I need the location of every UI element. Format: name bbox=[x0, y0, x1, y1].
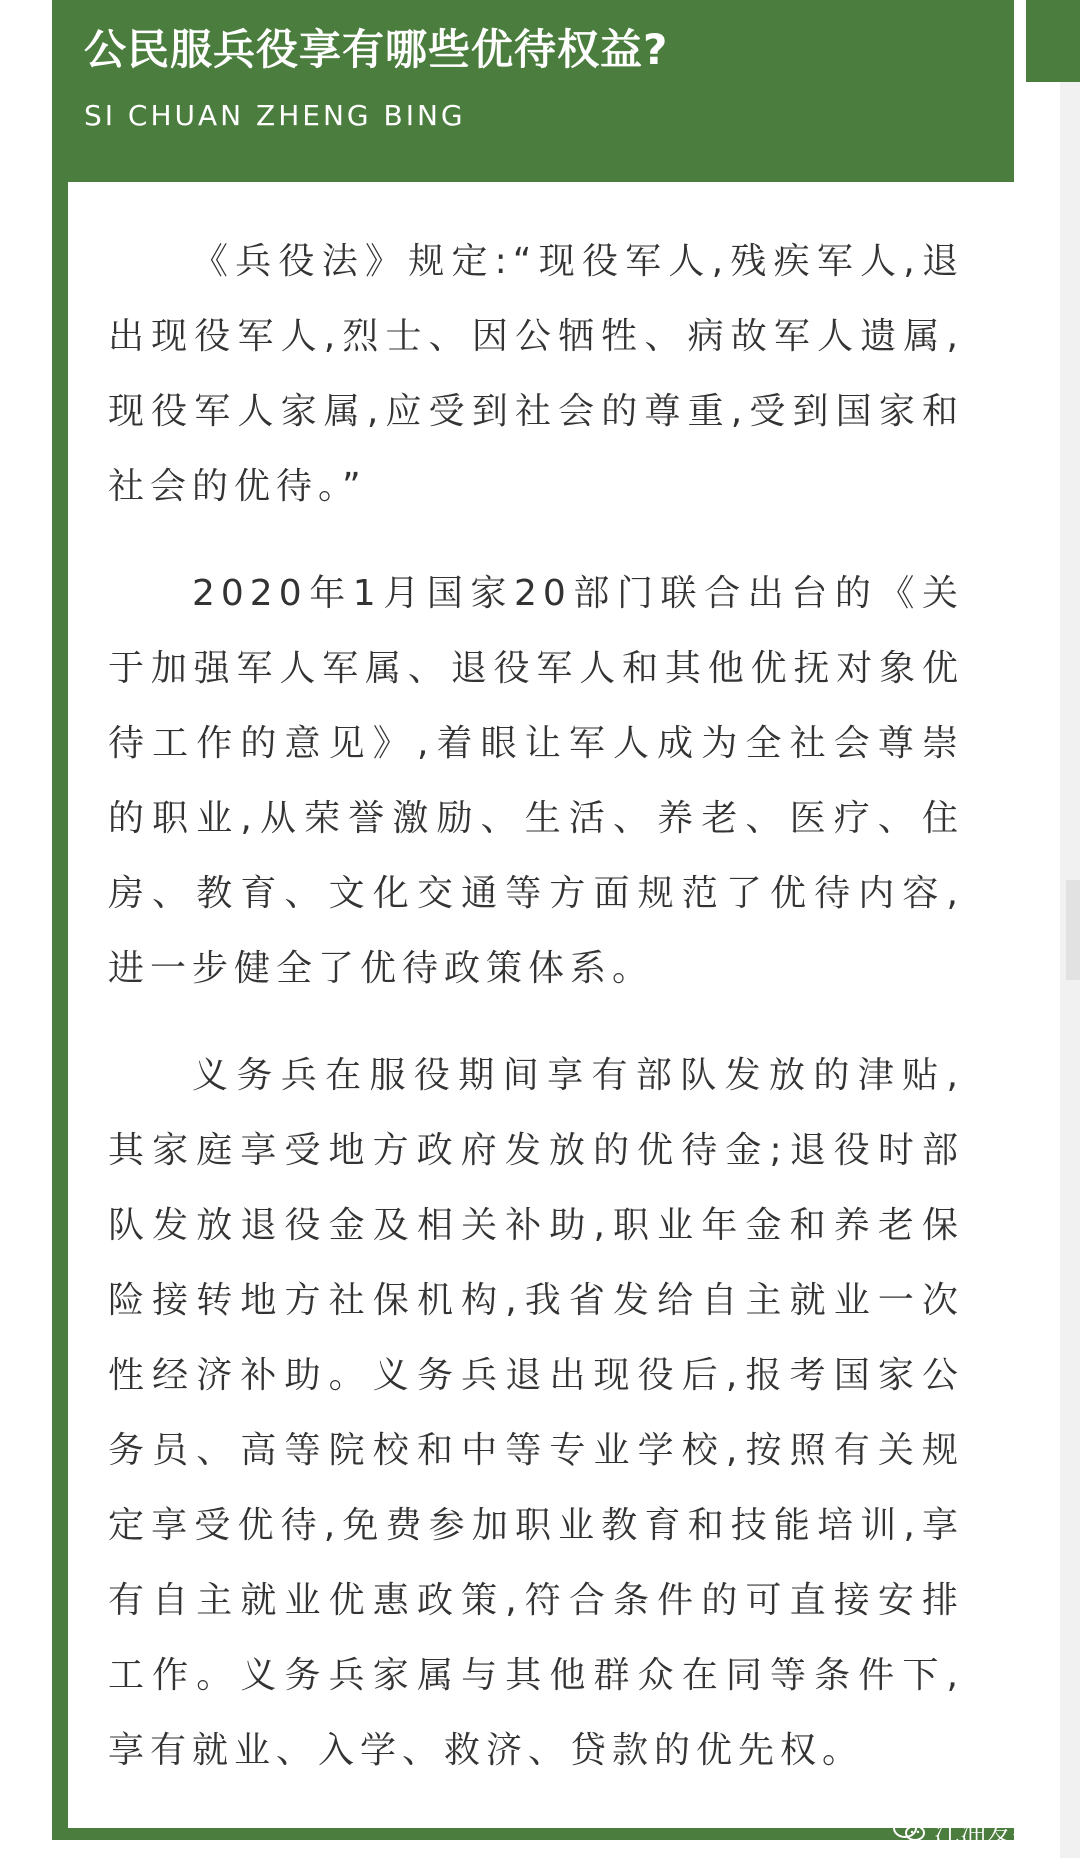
page-subtitle: SI CHUAN ZHENG BING bbox=[84, 99, 466, 132]
wechat-icon bbox=[892, 1816, 926, 1844]
paragraph-policy-2020: 2020年1月国家20部门联合出台的《关于加强军人军属、退役军人和其他优抚对象优待工作的意见》,着眼让军人成为全社会尊崇的职业,从荣誉激励、生活、养老、医疗、住房、教育、文化交通等方面规范了优待内容,进一步健全了优待政策体系。 bbox=[108, 573, 964, 989]
scroll-indicator bbox=[1066, 880, 1080, 980]
paragraph-conscript-benefits: 义务兵在服役期间享有部队发放的津贴,其家庭享受地方政府发放的优待金;退役时部队发放退役金及相关补助,职业年金和养老保险接转地方社保机构,我省发给自主就业一次性经济补助。义务兵退出现役后,报考国家公务员、高等院校和中等专业学校,按照有关规定享受优待,免费参加职业教育和技能培训,享有自主就业优惠政策,符合条件的可直接安排工作。义务兵家属与其他群众在同等条件下,享有就业、入学、救济、贷款的优先权。 bbox=[108, 1055, 964, 1771]
paragraph-law-quote: 《兵役法》规定:“现役军人,残疾军人,退出现役军人,烈士、因公牺牲、病故军人遗属,现役军人家属,应受到社会的尊重,受到国家和社会的优待。” bbox=[108, 241, 964, 507]
page-title: 公民服兵役享有哪些优待权益? bbox=[84, 25, 669, 74]
corner-tab bbox=[1026, 0, 1080, 82]
article-body bbox=[68, 182, 1014, 1828]
watermark-label: 江油发布 bbox=[934, 1817, 1039, 1848]
watermark bbox=[892, 1810, 1038, 1850]
